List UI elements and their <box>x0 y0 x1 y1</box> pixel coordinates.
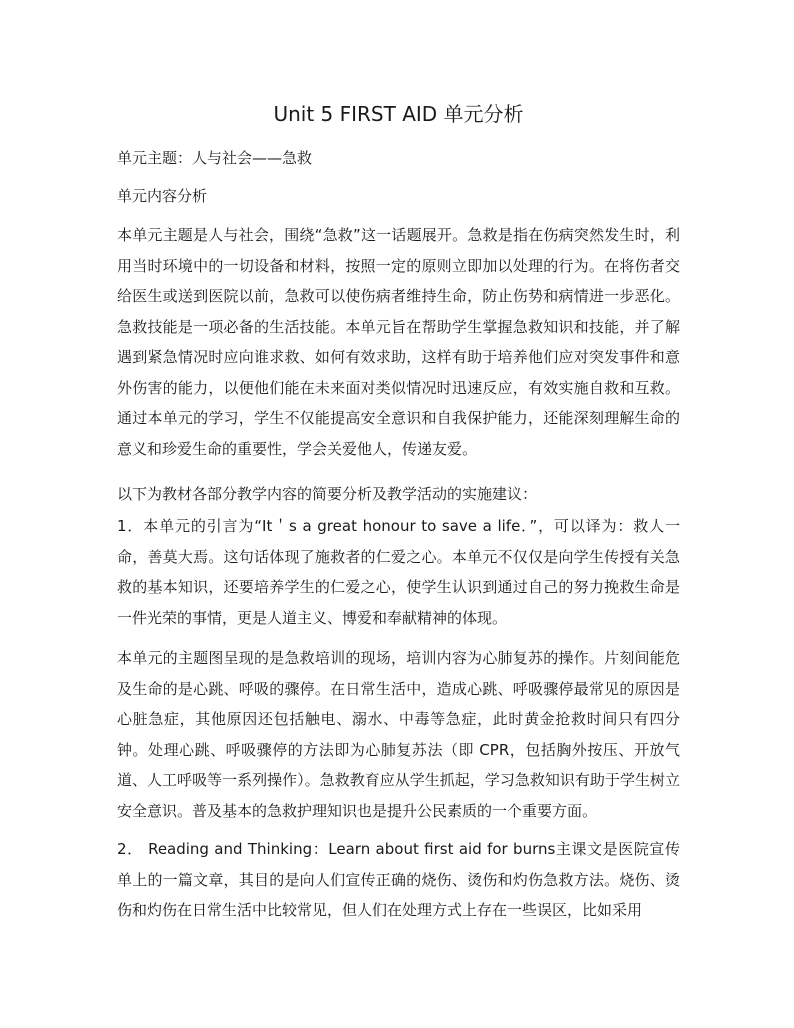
document-title: Unit 5 FIRST AID 单元分析 <box>273 102 524 126</box>
paragraph-item-1: 1．本单元的引言为“It＇s a great honour to save a life．”，可以译为：救人一命，善莫大焉。这句话体现了施救者的仁爱之心。本单元不仅仅是向学生传授有关急救的基本知识，还要培养学生的仁爱之心，使学生认识到通过自己的努力挽救生命是一件光荣的事情，更是人道主义、博爱和奉献精神的体现。 <box>117 517 680 627</box>
section-heading: 单元内容分析 <box>117 187 208 205</box>
paragraph-intro: 本单元主题是人与社会，围绕“急救”这一话题展开。急救是指在伤病突然发生时，利用当时环境中的一切设备和材料，按照一定的原则立即加以处理的行为。在将伤者交给医生或送到医院以前，急救可以使伤病者维持生命，防止伤势和病情进一步恶化。急救技能是一项必备的生活技能。本单元旨在帮助学生掌握急救知识和技能，并了解遇到紧急情况时应向谁求救、如何有效求助，这样有助于培养他们应对突发事件和意外伤害的能力，以便他们能在未来面对类似情况时迅速反应，有效实施自救和互救。通过本单元的学习，学生不仅能提高安全意识和自我保护能力，还能深刻理解生命的意义和珍爱生命的重要性，学会关爱他人，传递友爱。 <box>117 226 680 458</box>
theme-line: 单元主题：人与社会——急救 <box>117 149 313 167</box>
paragraph-outline: 以下为教材各部分教学内容的简要分析及教学活动的实施建议： <box>117 485 538 503</box>
paragraph-item-2: 2． Reading and Thinking：Learn about first aid for burns主课文是医院宣传单上的一篇文章，其目的是向人们宣传正确的烧伤、烫伤和灼伤急救方法。烧伤、烫伤和灼伤在日常生活中比较常见，但人们在处理方式上存在一些误区，比如采用 <box>117 840 680 919</box>
paragraph-theme-image: 本单元的主题图呈现的是急救培训的现场，培训内容为心肺复苏的操作。片刻间能危及生命的是心跳、呼吸的骤停。在日常生活中，造成心跳、呼吸骤停最常见的原因是心脏急症，其他原因还包括触电、溺水、中毒等急症，此时黄金抢救时间只有四分钟。处理心跳、呼吸骤停的方法即为心肺复苏法（即 CPR，包括胸外按压、开放气道、人工呼吸等一系列操作）。急救教育应从学生抓起，学习急救知识有助于学生树立安全意识。普及基本的急救护理知识也是提升公民素质的一个重要方面。 <box>117 649 680 820</box>
